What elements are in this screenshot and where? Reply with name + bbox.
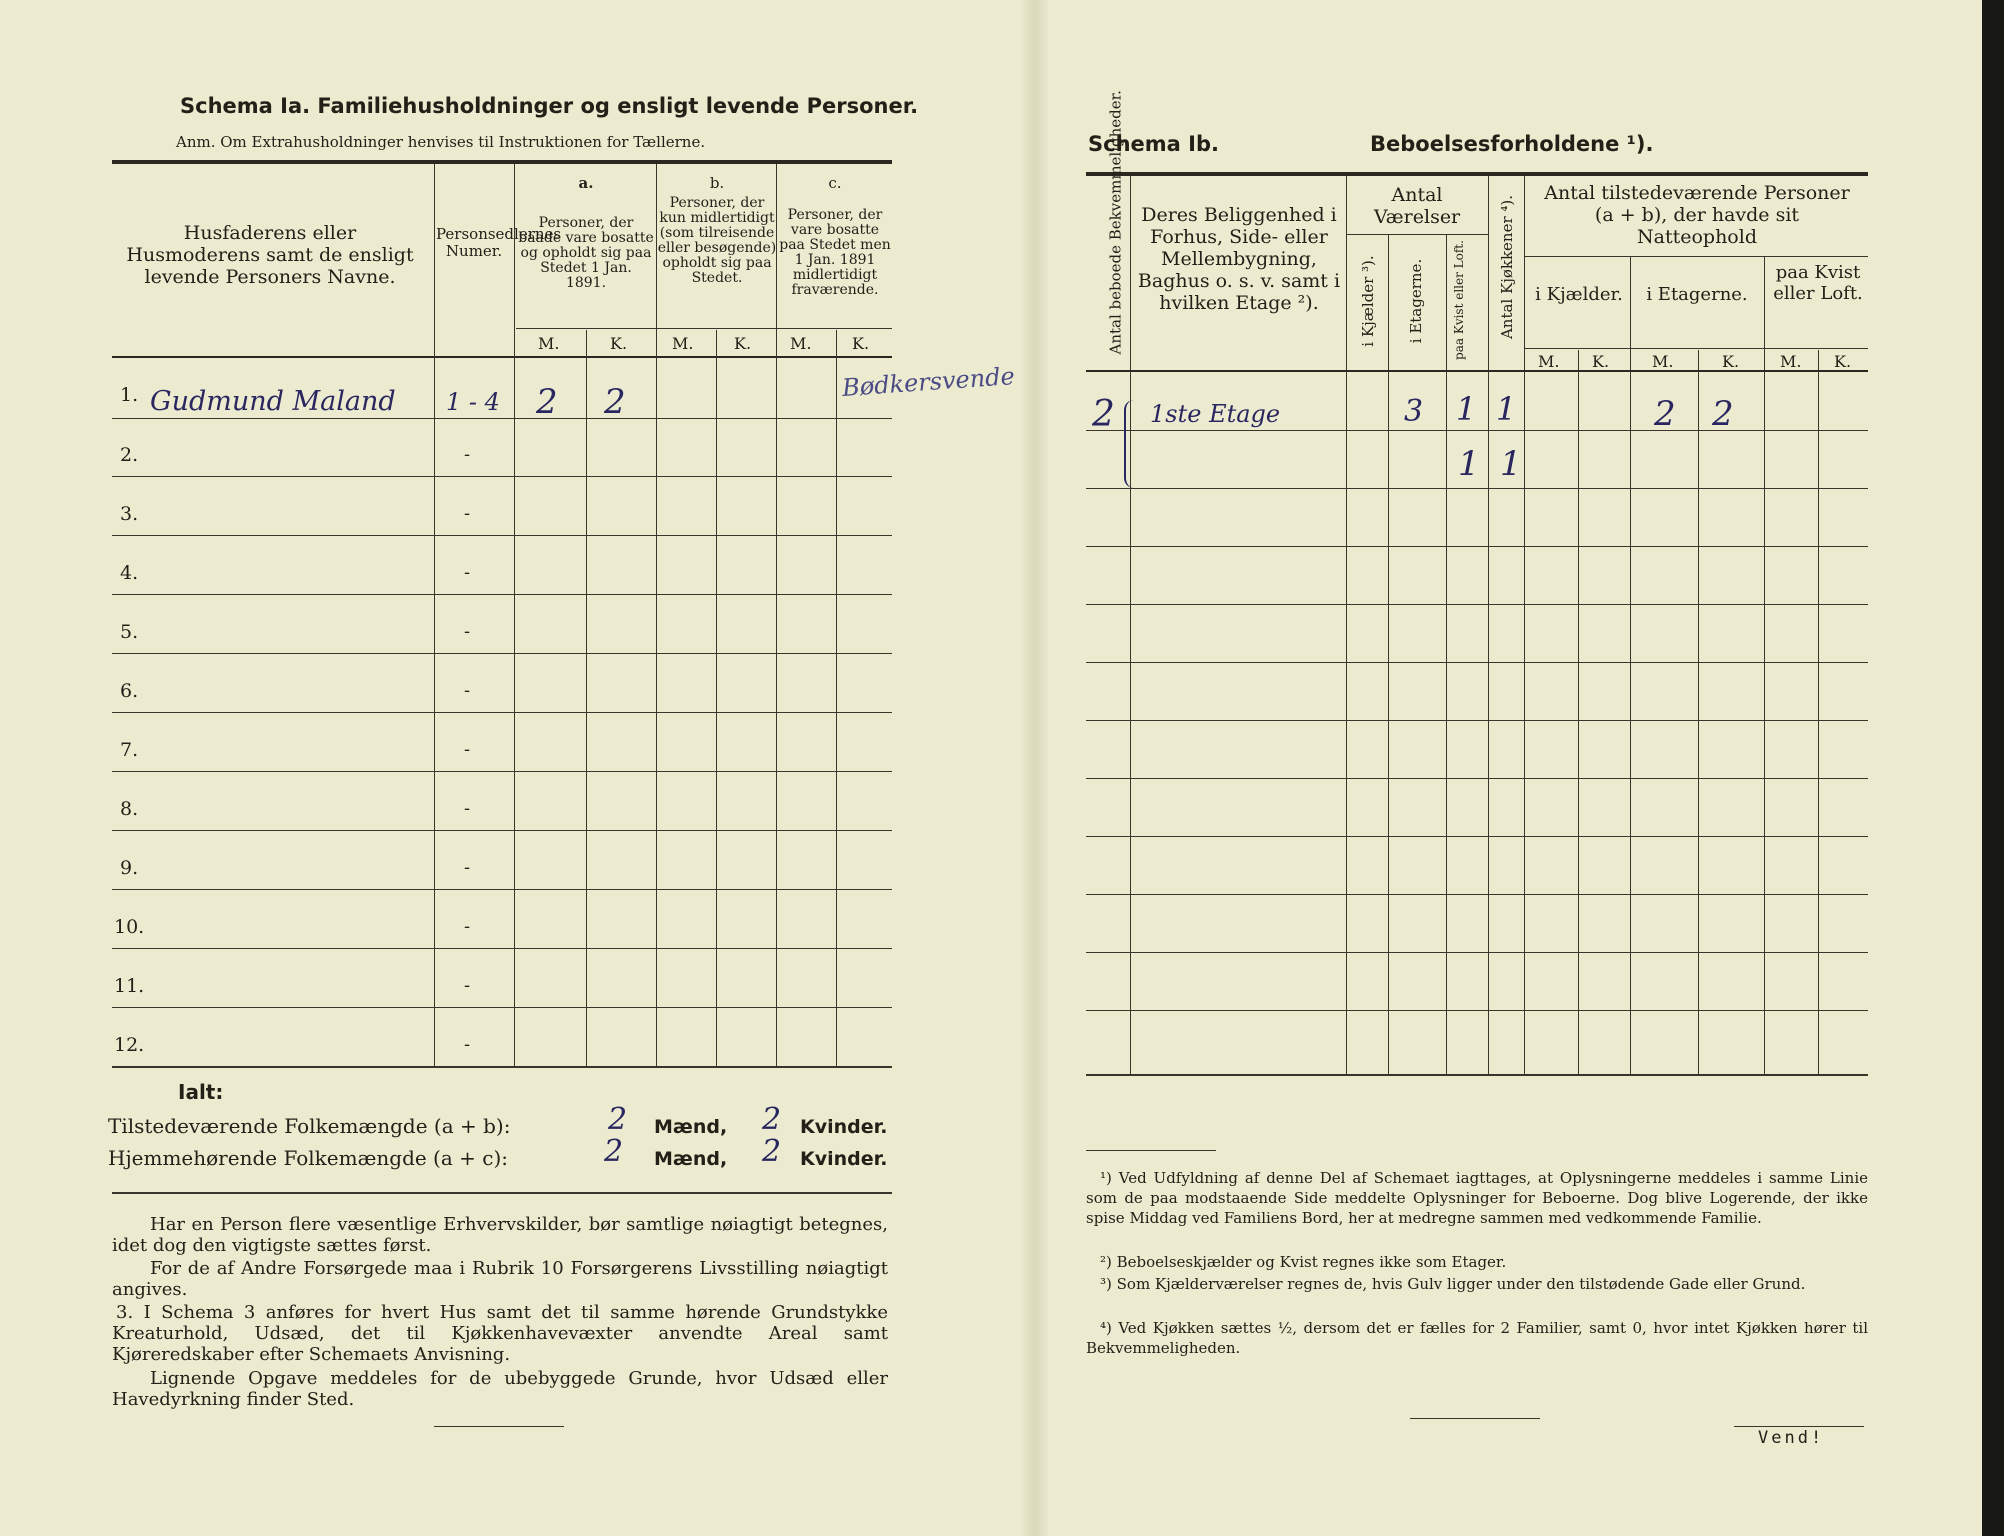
row-line <box>1086 662 1868 663</box>
num-dash: - <box>464 444 471 465</box>
num-dash: - <box>464 503 471 524</box>
vline <box>586 330 587 1066</box>
handwritten-etag-k: 2 <box>1712 394 1734 434</box>
hjem-kvinder: Kvinder. <box>800 1148 888 1170</box>
table-top-rule <box>1086 172 1868 176</box>
col-c-header: Personer, der vare bosatte paa Stedet men 1 Jan. 1891 midlertidigt fraværende. <box>779 207 891 298</box>
handwritten-a-k: 2 <box>604 382 626 422</box>
col-c-letter: c. <box>828 174 842 192</box>
row-line <box>1086 488 1868 489</box>
col-belig-header: Deres Beliggenhed i Forhus, Side- eller Mellembygning, Baghus o. s. v. samt i hvilken Etage ²). <box>1137 204 1341 314</box>
row-line <box>1086 894 1868 895</box>
vline <box>1346 176 1347 1074</box>
kvist-m: M. <box>1780 352 1802 371</box>
mk-rule <box>1524 348 1868 349</box>
row-line <box>1086 604 1868 605</box>
col-a-m: M. <box>538 334 560 353</box>
etag-m: M. <box>1652 352 1674 371</box>
vline <box>716 330 717 1066</box>
col-a-header: Personer, der baade vare bosatte og opholdt sig paa Stedet 1 Jan. 1891. <box>518 215 654 291</box>
row-line <box>112 771 892 772</box>
tilst-maend: Mænd, <box>654 1116 728 1138</box>
etag-k: K. <box>1722 352 1740 371</box>
num-dash: - <box>464 1034 471 1055</box>
instruction-1: Har en Person flere væsentlige Erhvervskilder, bør samtlige nøiagtigt betegnes, idet dog den vigtigste sættes først. <box>112 1214 888 1256</box>
vline <box>1818 350 1819 1074</box>
col-a-k: K. <box>610 334 628 353</box>
handwritten-person-numbers: 1 - 4 <box>446 388 500 416</box>
handwritten-kvist-row2: 1 <box>1458 444 1480 484</box>
col-b-header: Personer, der kun midlertidigt (som tilreisende eller besøgende) opholdt sig paa Stedet. <box>657 195 777 286</box>
row-line <box>112 594 892 595</box>
col-b-letter: b. <box>709 174 725 192</box>
page-fold <box>1022 0 1048 1536</box>
row-number: 8. <box>120 798 139 820</box>
row-number: 3. <box>120 503 139 525</box>
totals-rule <box>112 1192 892 1194</box>
tilst-kvinder: Kvinder. <box>800 1116 888 1138</box>
col-name-header: Husfaderens eller Husmoderens samt de ensligt levende Personers Navne. <box>126 222 414 288</box>
col-b-m: M. <box>672 334 694 353</box>
col-a-letter: a. <box>578 174 594 192</box>
schema-ia-title: Schema Ia. Familiehusholdninger og ensligt levende Personer. <box>180 94 919 118</box>
vline <box>1578 350 1579 1074</box>
table-top-rule <box>112 160 892 164</box>
row-number: 7. <box>120 739 139 761</box>
sub-kjaelder-header: i Kjælder. <box>1535 284 1623 305</box>
schema-ib-subtitle: Beboelsesforholdene ¹). <box>1370 132 1654 156</box>
row-line <box>1086 778 1868 779</box>
vline <box>1388 234 1389 1074</box>
kjaelder-m: M. <box>1538 352 1560 371</box>
num-dash: - <box>464 680 471 701</box>
vaer-rule <box>1346 234 1488 235</box>
handwritten-etag-count: 3 <box>1404 394 1424 429</box>
instruction-4: Lignende Opgave meddeles for de ubebyggede Grunde, hvor Udsæd eller Havedyrkning finder Sted. <box>112 1368 888 1410</box>
col-kjokken-header: Antal Kjøkkener ⁴). <box>1498 194 1516 340</box>
col-bekv-header: Antal beboede Bekvemmeligheder. <box>1106 90 1125 355</box>
row-line <box>1086 1010 1868 1011</box>
instruction-2: For de af Andre Forsørgede maa i Rubrik 10 Forsørgerens Livsstilling nøiagtigt angives. <box>112 1258 888 1300</box>
sub-kvist-header: paa Kvist eller Loft. <box>1773 262 1863 304</box>
vline <box>656 164 657 1066</box>
row-line <box>112 418 892 419</box>
kvist-k: K. <box>1834 352 1852 371</box>
sub-etag-header: i Etagerne. <box>1646 284 1748 305</box>
row-line <box>112 830 892 831</box>
col-kvist-header: paa Kvist eller Loft. <box>1452 240 1466 360</box>
ialt-label: Ialt: <box>178 1080 224 1104</box>
num-dash: - <box>464 857 471 878</box>
row-number: 9. <box>120 857 139 879</box>
pers-rule <box>1524 256 1868 257</box>
row-line <box>112 1007 892 1008</box>
vline <box>514 164 515 1066</box>
table-bottom-rule <box>112 1066 892 1068</box>
footnote-3: ³) Som Kjælderværelser regnes de, hvis Gulv ligger under den tilstødende Gade eller Grund. <box>1100 1275 1806 1293</box>
num-dash: - <box>464 621 471 642</box>
row-number: 2. <box>120 444 139 466</box>
handwritten-kvist-count: 1 <box>1456 390 1477 428</box>
col-c-k: K. <box>852 334 870 353</box>
vline <box>836 330 837 1066</box>
handwritten-etage: 1ste Etage <box>1150 400 1281 428</box>
vend-label: Vend! <box>1758 1428 1825 1448</box>
handwritten-name: Gudmund Maland <box>150 386 396 417</box>
closing-rule <box>434 1426 564 1427</box>
footnote-2: ²) Beboelseskjælder og Kvist regnes ikke som Etager. <box>1100 1253 1507 1271</box>
header-bottom-rule <box>1086 370 1868 372</box>
table-bottom-rule <box>1086 1074 1868 1076</box>
num-dash: - <box>464 975 471 996</box>
footnote-rule <box>1086 1150 1216 1151</box>
row-line <box>112 476 892 477</box>
vline <box>1488 176 1489 1074</box>
row-line <box>1086 836 1868 837</box>
vline <box>1130 176 1131 1074</box>
num-dash: - <box>464 798 471 819</box>
handwritten-bekv: 2 <box>1092 394 1115 435</box>
footnote-1: ¹) Ved Udfyldning af denne Del af Schemaet iagttages, at Oplysningerne meddeles i samme Linie som de paa modstaaende Side meddelte Oplysninger for Beboerne. Dog blive Logerende, der ikke spise Middag ved Familiens Bord, her at medregne sammen med vedkommende Familie. <box>1086 1169 1868 1227</box>
row-line <box>112 535 892 536</box>
col-num-header: Personsedlernes Numer. <box>436 225 562 260</box>
num-dash: - <box>464 562 471 583</box>
handwritten-a-m: 2 <box>536 382 558 422</box>
hjem-label: Hjemmehørende Folkemængde (a + c): <box>108 1146 508 1170</box>
tilst-label: Tilstedeværende Folkemængde (a + b): <box>108 1114 511 1138</box>
vline <box>1698 350 1699 1074</box>
row-line <box>112 948 892 949</box>
col-vaer-header: Antal Værelser <box>1373 184 1461 228</box>
row-number: 4. <box>120 562 139 584</box>
handwritten-brace <box>1124 400 1140 488</box>
row-line <box>112 889 892 890</box>
col-pers-header: Antal tilstedeværende Personer (a + b), der havde sit Natteophold <box>1544 182 1850 248</box>
col-b-k: K. <box>734 334 752 353</box>
tilst-m-value: 2 <box>608 1102 628 1137</box>
row-line <box>1086 720 1868 721</box>
page-edge <box>1982 0 2004 1536</box>
row-number: 5. <box>120 621 139 643</box>
hjem-m-value: 2 <box>604 1134 624 1169</box>
tilst-k-value: 2 <box>762 1102 782 1137</box>
hjem-maend: Mænd, <box>654 1148 728 1170</box>
vline <box>1446 234 1447 1074</box>
vline <box>434 164 435 1066</box>
row-line <box>1086 430 1868 431</box>
kjaelder-k: K. <box>1592 352 1610 371</box>
vend-rule <box>1734 1426 1864 1427</box>
handwritten-kjokken-row2: 1 <box>1500 444 1522 484</box>
num-dash: - <box>464 916 471 937</box>
schema-ia-note: Anm. Om Extrahusholdninger henvises til Instruktionen for Tællerne. <box>176 133 706 151</box>
handwritten-kjokken-count: 1 <box>1496 390 1517 428</box>
num-dash: - <box>464 739 471 760</box>
mk-top-rule <box>516 328 892 329</box>
row-line <box>112 712 892 713</box>
vline <box>1524 176 1525 1074</box>
handwritten-occupation: Bødkersvende <box>841 362 1016 402</box>
row-number: 1. <box>120 384 139 406</box>
instruction-3: 3. I Schema 3 anføres for hvert Hus samt det til samme hørende Grundstykke Kreaturhold, Udsæd, det til Kjøkkenhavevæxter anvendte Areal samt Kjøreredskaber efter Schemaets Anvisning. <box>112 1302 888 1365</box>
row-line <box>1086 952 1868 953</box>
vline <box>776 164 777 1066</box>
col-etag-header: i Etagerne. <box>1407 258 1425 344</box>
handwritten-etag-m: 2 <box>1654 394 1676 434</box>
col-c-m: M. <box>790 334 812 353</box>
row-line <box>1086 546 1868 547</box>
header-bottom-rule <box>112 356 892 358</box>
schema-ib-title: Schema Ib. <box>1088 132 1219 156</box>
row-number: 11. <box>114 975 145 997</box>
row-number: 12. <box>114 1034 145 1056</box>
row-number: 10. <box>114 916 145 938</box>
row-line <box>112 653 892 654</box>
footnote-4: ⁴) Ved Kjøkken sættes ½, dersom det er fælles for 2 Familier, samt 0, hvor intet Kjøkken hører til Bekvemmeligheden. <box>1086 1319 1868 1357</box>
row-number: 6. <box>120 680 139 702</box>
bottom-rule <box>1410 1418 1540 1419</box>
hjem-k-value: 2 <box>762 1134 782 1169</box>
col-kjaelder-header: i Kjælder ³). <box>1359 255 1377 347</box>
